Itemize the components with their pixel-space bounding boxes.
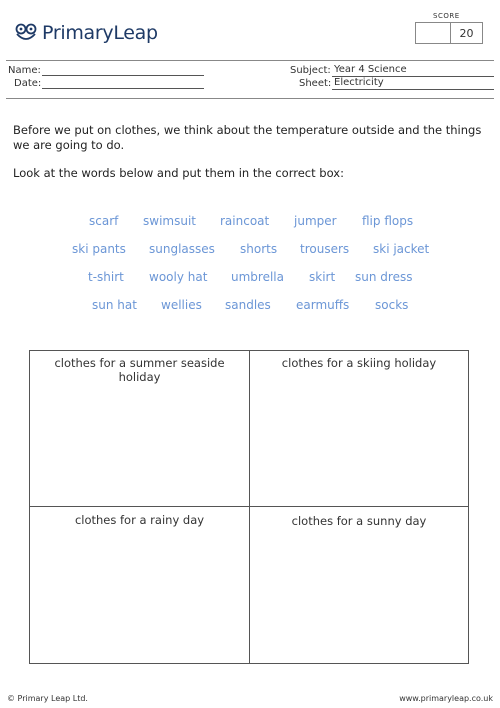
sheet-label: Sheet: [299,78,332,89]
sorting-grid [29,350,469,664]
box-summer-title-1: clothes for a summer seaside [54,356,225,370]
subject-label: Subject: [290,65,331,76]
name-label: Name: [8,65,41,76]
word-item: wooly hat [149,270,208,284]
word-item: t-shirt [88,270,124,284]
sheet-value: Electricity [332,77,494,90]
date-field[interactable] [42,77,204,89]
word-item: skirt [309,270,336,284]
box-rainy-day[interactable] [30,507,249,663]
header-divider [6,60,494,61]
box-sunny-title: clothes for a sunny day [291,514,427,528]
score-total: 20 [459,26,474,40]
date-label: Date: [14,78,42,89]
word-item: wellies [161,298,202,312]
logo [14,22,158,44]
box-rainy-title: clothes for a rainy day [74,513,205,527]
box-sunny-day[interactable] [250,507,468,663]
score-input[interactable] [416,23,451,43]
word-item: sunglasses [149,242,215,256]
instruction: Look at the words below and put them in the correct box: [13,166,344,180]
score-label: SCORE [433,12,460,20]
intro-line-2: we are going to do. [13,138,125,152]
word-item: flip flops [362,214,414,228]
box-summer-seaside[interactable] [30,351,249,506]
word-item: ski jacket [373,242,430,256]
word-item: trousers [300,242,350,256]
word-item: sun dress [355,270,413,284]
frog-icon [14,23,38,43]
footer-copyright: © Primary Leap Ltd. [7,694,88,703]
name-field[interactable] [42,64,204,76]
fields-divider [6,98,494,99]
word-item: ski pants [72,242,126,256]
word-item: raincoat [220,214,270,228]
box-summer-title-2: holiday [118,370,161,384]
word-item: sun hat [92,298,137,312]
word-item: jumper [294,214,337,228]
word-item: earmuffs [296,298,350,312]
word-item: shorts [240,242,278,256]
box-skiing-title: clothes for a skiing holiday [281,356,437,370]
subject-value: Year 4 Science [332,64,494,77]
word-item: scarf [89,214,119,228]
word-item: socks [375,298,409,312]
intro-line-1: Before we put on clothes, we think about the temperature outside and the things [13,123,482,137]
word-item: umbrella [231,270,284,284]
score-box [415,22,483,44]
logo-text: PrimaryLeap [42,22,158,44]
word-item: sandles [225,298,271,312]
box-skiing[interactable] [250,351,468,506]
footer-website[interactable]: www.primaryleap.co.uk [399,694,493,703]
word-item: swimsuit [143,214,196,228]
